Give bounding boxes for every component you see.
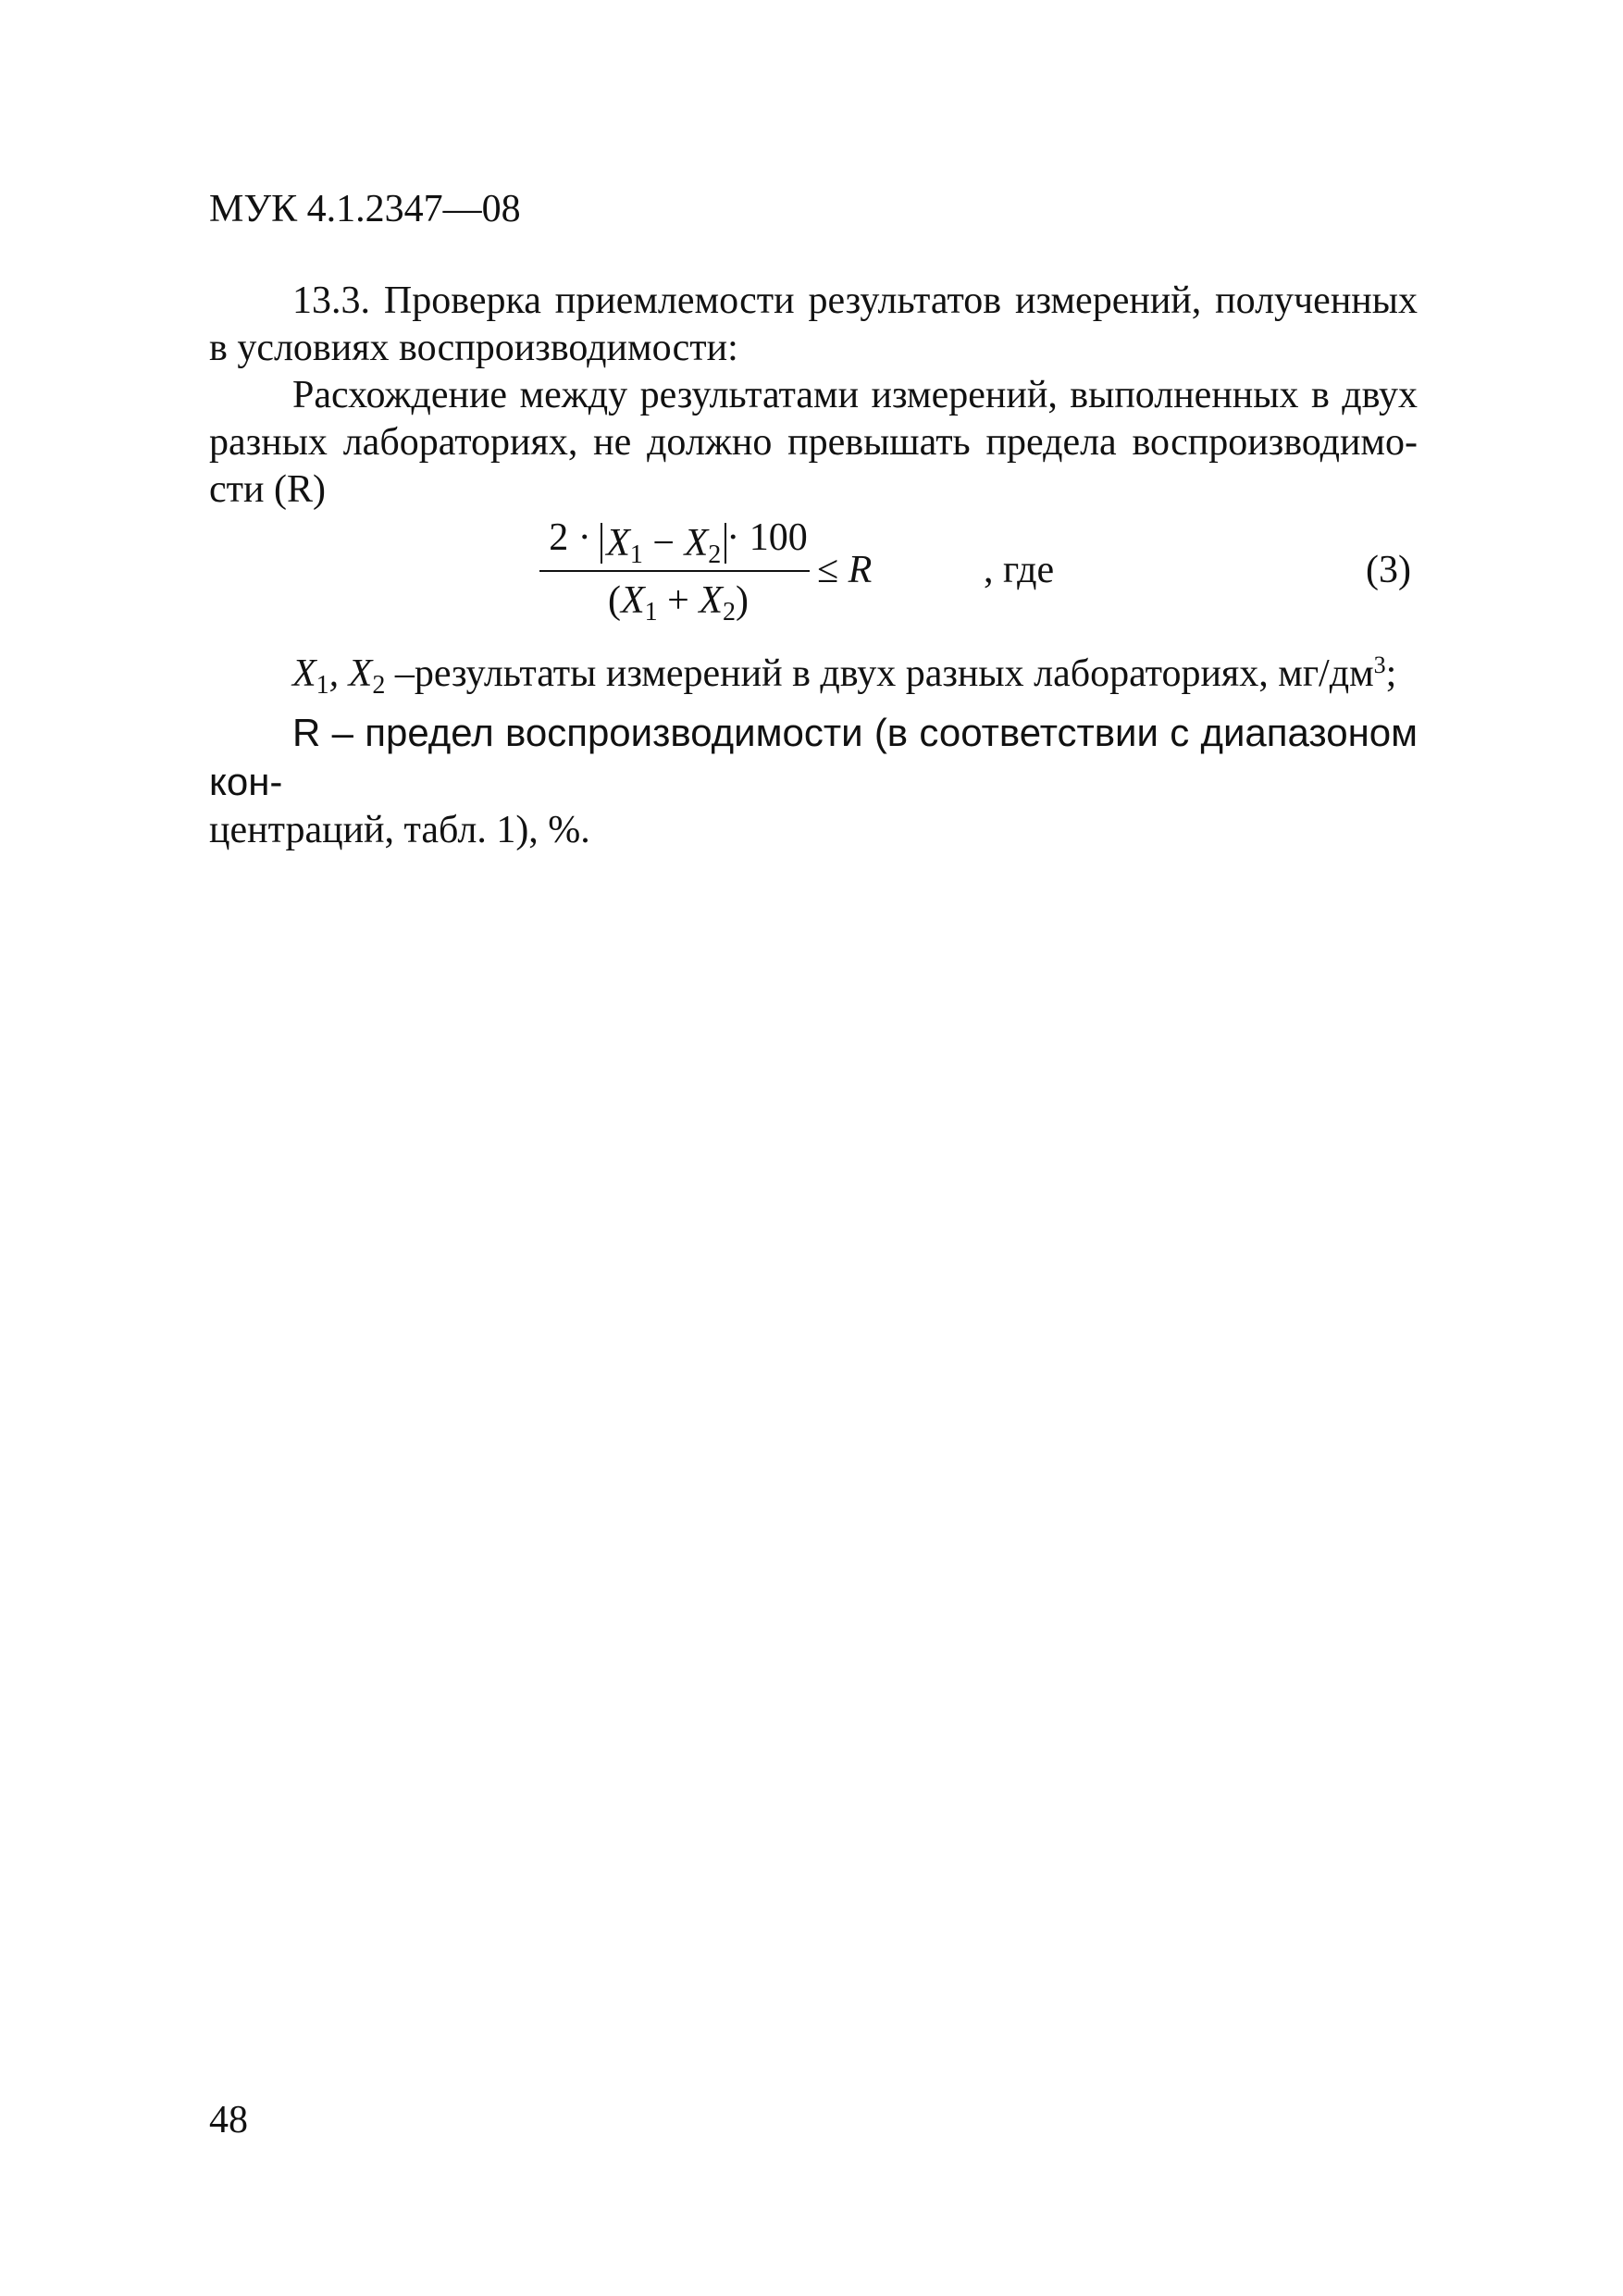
paragraph-line-1: Расхождение между результатами измерений, выполненных в двух (292, 374, 1418, 416)
subscript: 1 (316, 671, 329, 700)
document-code-header: МУК 4.1.2347—08 (209, 188, 521, 230)
formula-where-text: , где (984, 549, 1055, 591)
formula-denominator (539, 577, 817, 637)
subscript: 2 (723, 598, 736, 627)
numerator-multiplier: · 100 (726, 516, 808, 559)
legend-r-text: R – предел воспроизводимости (в соответствии с диапазоном кон- (209, 711, 1418, 803)
var-x: X (699, 579, 723, 622)
absolute-value (601, 522, 726, 569)
section-title-line-2: в условиях воспроизводимости: (209, 327, 738, 369)
subscript: 1 (644, 598, 658, 627)
formula-numerator (539, 514, 817, 569)
var-x: X (621, 579, 645, 622)
legend-item-x1-x2 (209, 651, 1418, 709)
legend-item-r-line-2: центраций, табл. 1), %. (209, 809, 590, 851)
subscript: 2 (708, 540, 722, 569)
legend-text: –результаты измерений в двух разных лабораториях, мг/дм (385, 652, 1374, 695)
subscript: 2 (372, 671, 386, 700)
formula-3 (539, 514, 873, 629)
superscript: 3 (1373, 652, 1386, 678)
var-x: X (684, 522, 709, 565)
numerator-factor: 2 · (549, 516, 591, 559)
formula-legend (209, 651, 1418, 854)
var-r: R (848, 549, 873, 591)
page-number: 48 (209, 2099, 248, 2141)
formula-relation (817, 546, 872, 594)
section-title (209, 278, 1418, 372)
minus-sign: − (642, 522, 685, 565)
subscript: 1 (629, 540, 643, 569)
paragraph-line-2: разных лабораториях, не должно превышать предела воспроизводимо- (209, 421, 1418, 464)
paragraph-reproducibility (209, 372, 1418, 514)
plus-sign: + (657, 579, 700, 622)
close-paren: ) (736, 579, 749, 622)
var-x: X (606, 522, 630, 565)
fraction-bar (539, 570, 810, 572)
paragraph-line-3: сти (R) (209, 468, 326, 511)
leq-sign: ≤ (817, 549, 849, 591)
var-x: X (292, 652, 316, 695)
equation-number: (3) (1366, 549, 1411, 591)
section-title-line-1: 13.3. Проверка приемлемости результатов измерений, полученных (292, 279, 1418, 322)
open-paren: ( (608, 579, 621, 622)
legend-end: ; (1385, 652, 1397, 695)
legend-item-r-line-1 (209, 709, 1418, 807)
var-x: , X (328, 652, 373, 695)
